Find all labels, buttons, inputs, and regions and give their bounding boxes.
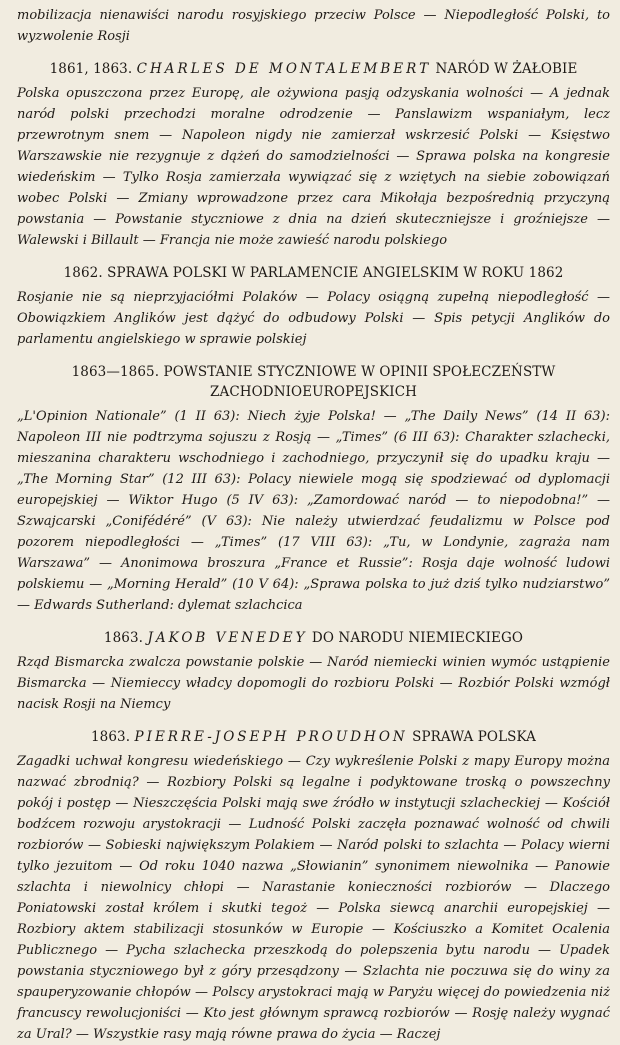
entry-heading [17,628,610,648]
entry-year: 1862. [63,265,103,281]
entry-year: 1863—1865. [71,364,160,380]
entry-summary: Rosjanie nie są nieprzyjaciółmi Polaków — Polacy osiągną zupełną niepodległość — Obowiązkiem Anglików jest dążyć do odbudowy Polski — Spis petycji Anglików do parlamentu angielskiego w sprawie polskiej [17,290,610,347]
toc-entry-english-parliament [17,263,610,350]
entry-year: 1861, 1863. [49,61,133,77]
entry-title: SPRAWA POLSKA [412,729,537,745]
book-page [0,5,620,1042]
entry-year: 1863. [103,630,144,646]
entry-title: SPRAWA POLSKI W PARLAMENCIE ANGIELSKIM W ROKU 1862 [107,265,564,281]
entry-summary: Rząd Bismarcka zwalcza powstanie polskie — Naród niemiecki winien wymóc ustąpienie Bismarcka — Niemieccy władcy dopomogli do rozbioru Polski — Rozbiór Polski wzmógł nacisk Rosji na Niemcy [17,655,610,712]
entry-summary: „L'Opinion Nationale” (1 II 63): Niech żyje Polska! — „The Daily News” (14 II 63): Napoleon III nie podtrzyma sojuszu z Rosją — „Times” (6 III 63): Charakter szlachecki, mieszanina charakteru wschodniego i zachodniego, przyczynił się do upadku kraju — „The Morning Star” (12 III 63): Polacy niewiele mogą się spodziewać od dyplomacji europejskiej — Wiktor Hugo (5 IV 63): „Zamordować naród — to niepodobna!” — Szwajcarski „Conifédéré” (V 63): Nie należy utwierdzać feudalizmu w Polsce pod pozorem niepodległości — „Times” (17 VIII 63): „Tu, w Londynie, zagraża nam Warszawa” — Anonimowa broszura „France et Russie”: Rosja daje wolność ludowi polskiemu — „Morning Herald” (10 V 64): „Sprawa polska to już dziś tylko nudziarstwo” — Edwards Sutherland: dylemat szlachcica [17,409,610,613]
entry-title: NARÓD W ŻAŁOBIE [435,61,578,77]
toc-entry-proudhon [17,727,610,1045]
entry-summary: Polska opuszczona przez Europę, ale ożywiona pasją odzyskania wolności — A jednak naród polski przechodzi moralne odrodzenie — Panslawizm wspaniałym, lecz przewrotnym snem — Napoleon nigdy nie zamierzał wskrzesić Polski — Księstwo Warszawskie nie rezygnuje z dążeń do samodzielności — Sprawa polska na kongresie wiedeńskim — Tylko Rosja zamierzała wywiązać się z wziętych na siebie zobowiązań wobec Polski — Zmiany wprowadzone przez cara Mikołaja bezpośrednią przyczyną powstania — Powstanie styczniowe z dnia na dzień skuteczniejsze i groźniejsze — Walewski i Billault — Francja nie może zawieść narodu polskiego [17,86,610,248]
entry-year: 1863. [90,729,131,745]
entry-heading [17,263,610,283]
entry-author: CHARLES DE MONTALEMBERT [136,61,432,77]
entry-summary: Zagadki uchwał kongresu wiedeńskiego — Czy wykreślenie Polski z mapy Europy można nazwać zbrodnią? — Rozbiory Polski są legalne i podyktowane troską o powszechny pokój i postęp — Nieszczęścia Polski mają swe źródło w instytucji szlacheckiej — Kościół bodźcem rozwoju arystokracji — Ludność Polski zaczęła poznawać wolność od chwili rozbiorów — Sobieski największym Polakiem — Naród polski to szlachta — Polacy wierni tylko jezuitom — Od roku 1040 nazwa „Słowianin” synonimem niewolnika — Panowie szlachta i niewolnicy chłopi — Narastanie konieczności rozbiorów — Dlaczego Poniatowski został królem i skutki tegoż — Polska siewcą anarchii europejskiej — Rozbiory aktem stabilizacji stosunków w Europie — Kościuszko a Komitet Ocalenia Publicznego — Pycha szlachecka przeszkodą do polepszenia bytu narodu — Upadek powstania styczniowego był z góry przesądzony — Szlachta nie poczuwa się do winy za spauperyzowanie chłopów — Polscy arystokraci mają w Paryżu więcej do powiedzenia niż francuscy rewolucjoniści — Kto jest głównym sprawcą rozbiorów — Rosję należy wygnać za Ural? — Wszystkie rasy mają równe prawa do życia — Raczej [17,754,610,1042]
toc-entry-january-uprising-opinion [17,362,610,616]
toc-entry-venedey [17,628,610,715]
entry-title: POWSTANIE STYCZNIOWE W OPINII SPOŁECZEŃSTW ZACHODNIOEUROPEJSKICH [163,364,556,400]
entry-heading [17,362,610,402]
entry-author: PIERRE-JOSEPH PROUDHON [134,729,408,745]
entry-heading [17,727,610,747]
entry-title: DO NARODU NIEMIECKIEGO [311,630,524,646]
entry-heading [17,59,610,79]
previous-entry-summary-tail: mobilizacja nienawiści narodu rosyjskiego przeciw Polsce — Niepodległość Polski, to wyzwolenie Rosji [17,8,610,44]
toc-entry-montalembert [17,59,610,251]
entry-author: JAKOB VENEDEY [147,630,308,646]
